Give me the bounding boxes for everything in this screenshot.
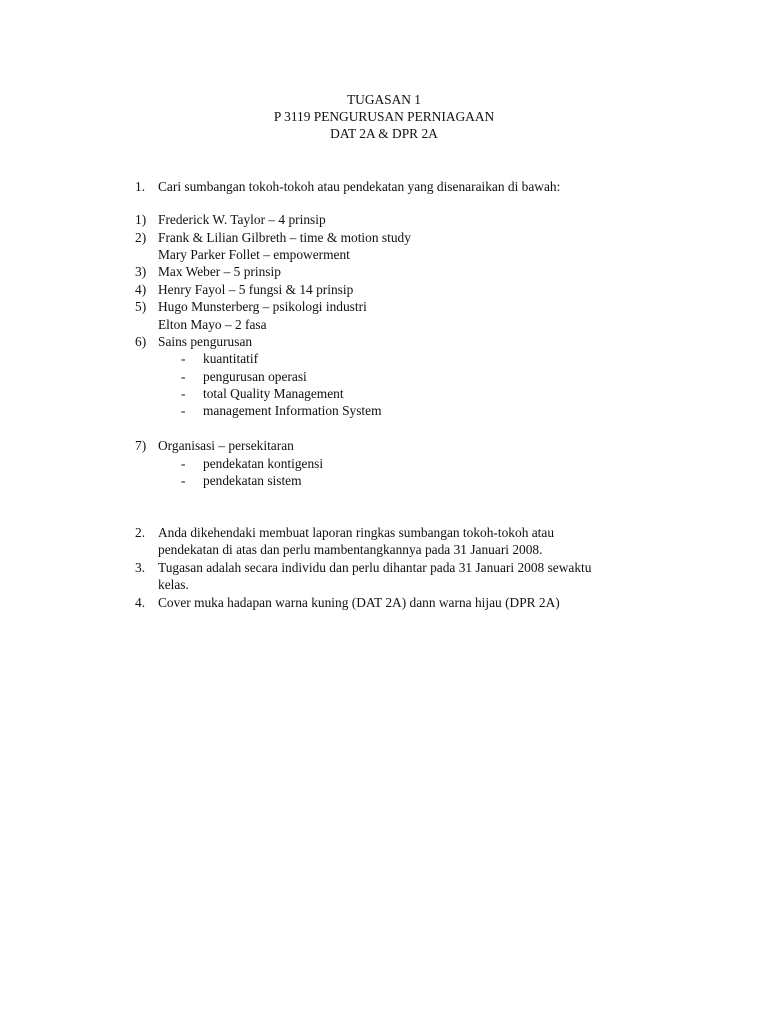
- list-item-text: Elton Mayo – 2 fasa: [158, 317, 267, 332]
- task-number: 1.: [135, 179, 146, 194]
- sub-item-dash: -: [181, 456, 186, 471]
- list-item-number: 1): [135, 212, 147, 227]
- list-item-text: Frederick W. Taylor – 4 prinsip: [158, 212, 326, 227]
- note-number: 3.: [135, 560, 146, 575]
- sub-item-dash: -: [181, 351, 186, 366]
- sub-item-text: pengurusan operasi: [203, 369, 307, 384]
- course-title: P 3119 PENGURUSAN PERNIAGAAN: [273, 109, 495, 124]
- sub-item-text: pendekatan sistem: [203, 473, 302, 488]
- list-item-number: 6): [135, 334, 147, 349]
- list-item-text: Frank & Lilian Gilbreth – time & motion study: [158, 230, 411, 245]
- class-codes: DAT 2A & DPR 2A: [330, 126, 438, 141]
- note-text: Cover muka hadapan warna kuning (DAT 2A) dann warna hijau (DPR 2A): [158, 595, 560, 610]
- list-item-text: Mary Parker Follet – empowerment: [158, 247, 350, 262]
- list-item-number: 2): [135, 230, 147, 245]
- list-item-text: Organisasi – persekitaran: [158, 438, 294, 453]
- sub-item-text: total Quality Management: [203, 386, 344, 401]
- list-item-number: 7): [135, 438, 147, 453]
- note-text: Anda dikehendaki membuat laporan ringkas sumbangan tokoh-tokoh atau: [158, 525, 555, 540]
- list-item-text: Max Weber – 5 prinsip: [158, 264, 281, 279]
- list-item-number: 3): [135, 264, 147, 279]
- note-number: 4.: [135, 595, 146, 610]
- list-item-text: Hugo Munsterberg – psikologi industri: [158, 299, 367, 314]
- list-item-number: 5): [135, 299, 147, 314]
- note-text: Tugasan adalah secara individu dan perlu dihantar pada 31 Januari 2008 sewaktu: [158, 560, 592, 575]
- sub-item-dash: -: [181, 386, 186, 401]
- sub-item-text: pendekatan kontigensi: [203, 456, 324, 471]
- assignment-title: TUGASAN 1: [346, 92, 422, 107]
- note-text: kelas.: [158, 577, 189, 592]
- sub-item-text: management Information System: [203, 403, 382, 418]
- list-item-text: Sains pengurusan: [158, 334, 253, 349]
- sub-item-text: kuantitatif: [203, 351, 259, 366]
- sub-item-dash: -: [181, 369, 186, 384]
- note-text: pendekatan di atas dan perlu mambentangkannya pada 31 Januari 2008.: [158, 542, 543, 557]
- list-item-text: Henry Fayol – 5 fungsi & 14 prinsip: [158, 282, 354, 297]
- list-item-number: 4): [135, 282, 147, 297]
- sub-item-dash: -: [181, 473, 186, 488]
- task-text: Cari sumbangan tokoh-tokoh atau pendekatan yang disenaraikan di bawah:: [158, 179, 561, 194]
- note-number: 2.: [135, 525, 146, 540]
- sub-item-dash: -: [181, 403, 186, 418]
